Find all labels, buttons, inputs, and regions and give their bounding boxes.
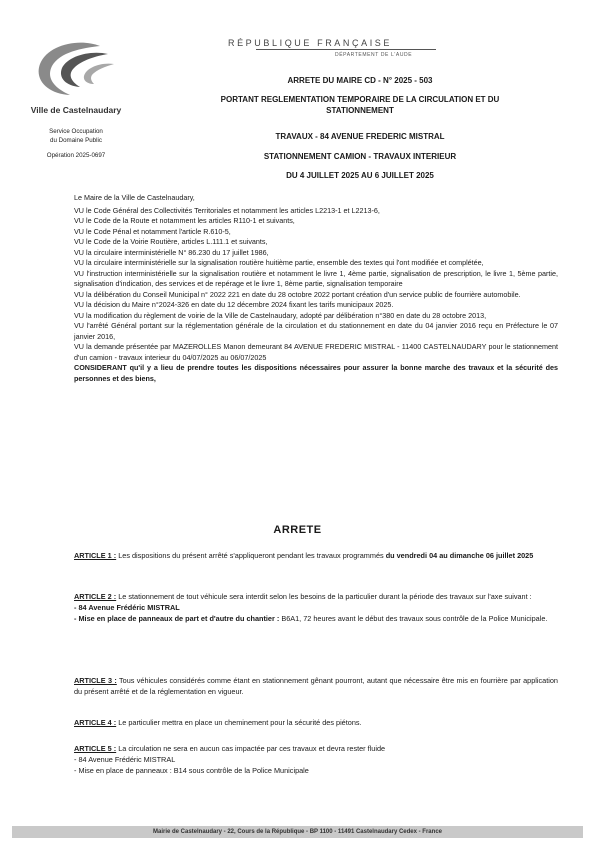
- article-3-title: ARTICLE 3 :: [74, 676, 117, 685]
- article-2-mise-label: - Mise en place de panneaux de part et d'autre du chantier :: [74, 614, 280, 623]
- arrete-number: ARRETE DU MAIRE CD - N° 2025 - 503: [287, 76, 433, 85]
- article-3: [74, 675, 558, 697]
- stationnement-line: STATIONNEMENT CAMION - TRAVAUX INTERIEUR: [263, 152, 457, 161]
- dates-line: DU 4 JUILLET 2025 AU 6 JUILLET 2025: [286, 171, 434, 180]
- arrete-heading: ARRETE: [273, 524, 322, 536]
- vu-item: VU la décision du Maire n°2024-326 en date du 12 décembre 2024 fixant les tarifs municipaux 2025.: [74, 300, 394, 309]
- article-2-title: ARTICLE 2 :: [74, 592, 117, 601]
- article-4-title: ARTICLE 4 :: [74, 718, 117, 727]
- vu-item: VU le Code de la Voirie Routière, articles L.111.1 et suivants,: [74, 237, 268, 246]
- article-4: [74, 717, 558, 728]
- article-1: [74, 550, 558, 561]
- title-line-1: PORTANT REGLEMENTATION TEMPORAIRE DE LA CIRCULATION ET DU: [220, 95, 500, 104]
- vu-item: VU le Code Pénal et notamment l'article R.610-5,: [74, 226, 231, 236]
- article-1-title: ARTICLE 1 :: [74, 551, 117, 560]
- article-2-street: - 84 Avenue Frédéric MISTRAL: [74, 603, 180, 612]
- article-4-text: Le particulier mettra en place un cheminement pour la sécurité des piétons.: [116, 718, 362, 727]
- vu-item: VU le Code Général des Collectivités Territoriales et notamment les articles L2213-1 et L2213-6,: [74, 205, 380, 215]
- vu-item: VU l'instruction interministérielle sur la signalisation routière et notamment le livre 1, 4ème partie, signalisation de prescription, le livre 1, 5ème partie, signalisation d'indication, des services et de repérage et le livre 1, 8ème partie, signalisation temporaire: [74, 268, 558, 288]
- visas-block: [74, 193, 558, 384]
- footer-address: Mairie de Castelnaudary - 22, Cours de la République - BP 1100 - 11491 Castelnaudary Cedex - France: [12, 826, 583, 838]
- article-5-street: - 84 Avenue Frédéric MISTRAL: [74, 755, 176, 764]
- vu-item: VU la demande présentée par MAZEROLLES Manon demeurant 84 AVENUE FREDERIC MISTRAL - 11400 CASTELNAUDARY pour le stationnement d'un camion - travaux interieur du 04/07/2025 au 06/07/2025: [74, 342, 558, 362]
- article-1-text: Les dispositions du présent arrêté s'appliqueront pendant les travaux programmés: [116, 551, 386, 560]
- travaux-line: TRAVAUX - 84 AVENUE FREDERIC MISTRAL: [275, 132, 445, 141]
- title-line-2: STATIONNEMENT: [326, 106, 394, 115]
- article-5-mise-label: - Mise en place de panneaux :: [74, 766, 172, 775]
- castelnaudary-logo: [30, 40, 120, 98]
- article-2: [74, 591, 558, 624]
- vu-item: VU le Code de la Route et notamment les articles R110-1 et suivants,: [74, 216, 295, 225]
- vu-item: VU la délibération du Conseil Municipal n° 2022 221 en date du 28 octobre 2022 portant création d'un service public de fourrière automobile.: [74, 289, 521, 299]
- service-line-2: du Domaine Public: [50, 137, 102, 144]
- article-3-text: Tous véhicules considérés comme étant en stationnement gênant pourront, autant que nécessaire être mis en fourrière par application du présent arrêté et de la réglementation en vigueur.: [74, 676, 558, 696]
- vu-item: VU l'arrêté Général portant sur la réglementation générale de la circulation et du stationnement en date du 04 janvier 2016 reçu en Préfecture le 07 janvier 2016,: [74, 321, 558, 341]
- article-5-mise-text: B14 sous contrôle de la Police Municipale: [171, 766, 309, 775]
- republique-francaise: RÉPUBLIQUE FRANÇAISE: [227, 38, 393, 48]
- service-block: [30, 127, 122, 160]
- considerant: CONSIDERANT qu'il y a lieu de prendre toutes les dispositions nécessaires pour assurer la bonne marche des travaux et la sécurité des personnes et des biens,: [74, 363, 558, 383]
- article-1-dates: du vendredi 04 au dimanche 06 juillet 2025: [385, 551, 534, 560]
- article-5-title: ARTICLE 5 :: [74, 744, 117, 753]
- greeting: Le Maire de la Ville de Castelnaudary,: [74, 193, 195, 202]
- article-5: [74, 743, 558, 776]
- service-line-1: Service Occupation: [49, 128, 103, 135]
- article-2-mise-text: B6A1, 72 heures avant le début des travaux sous contrôle de la Police Municipale.: [279, 614, 548, 623]
- vu-item: VU la circulaire interministérielle sur la signalisation routière huitième partie, ensemble des textes qui l'ont modifiée et complétée,: [74, 258, 484, 267]
- departement: DÉPARTEMENT DE L'AUDE: [335, 52, 413, 58]
- operation-number: Opération 2025-0697: [46, 152, 106, 159]
- article-2-text: Le stationnement de tout véhicule sera interdit selon les besoins de la particulier durant la période des travaux sur l'axe suivant :: [116, 592, 532, 601]
- vu-item: VU la modification du règlement de voirie de la Ville de Castelnaudary, adopté par délibération n°380 en date du 28 octobre 2013,: [74, 310, 487, 320]
- city-name: Ville de Castelnaudary: [30, 105, 122, 115]
- article-5-text: La circulation ne sera en aucun cas impactée par ces travaux et devra rester fluide: [116, 744, 386, 753]
- vu-item: VU la circulaire interministérielle N° 86.230 du 17 juillet 1986,: [74, 247, 269, 257]
- header-rule: [256, 49, 436, 50]
